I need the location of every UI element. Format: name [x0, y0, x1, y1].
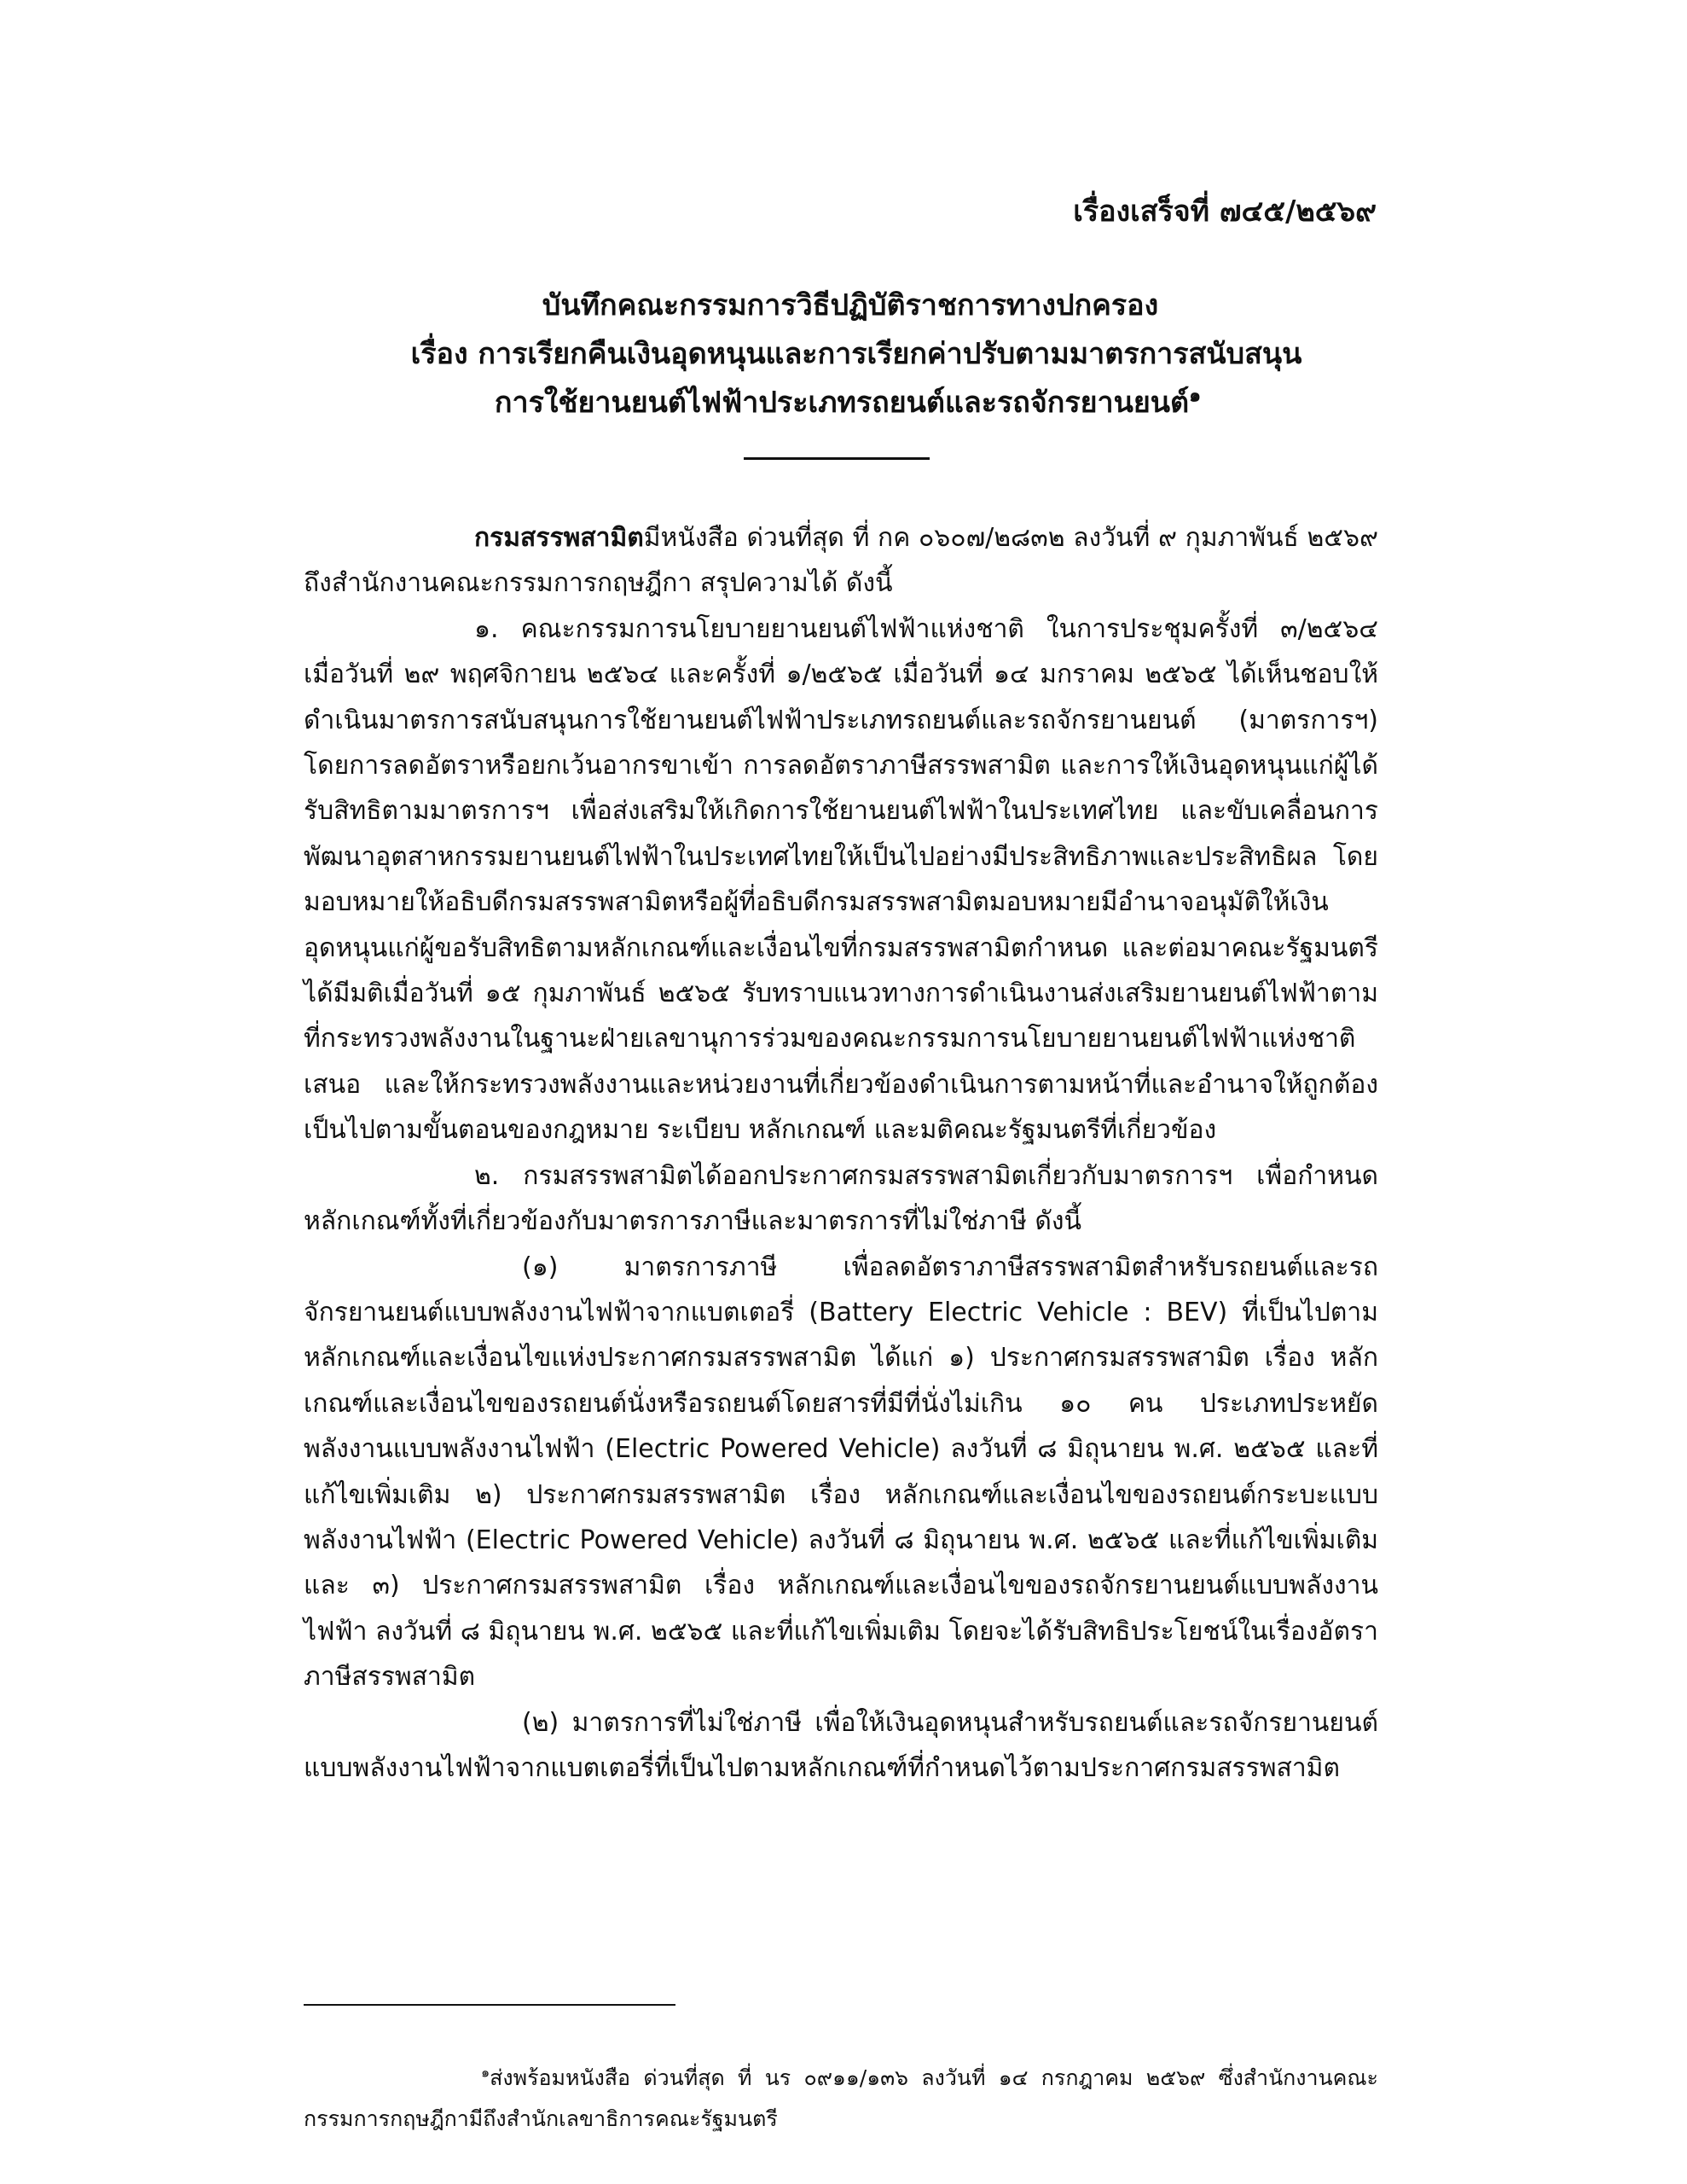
footnote-mark: ๑: [481, 2064, 490, 2081]
title-line-2: เรื่อง การเรียกคืนเงินอุดหนุนและการเรียกค่าปรับตามมาตรการสนับสนุน: [410, 337, 1302, 371]
title-footnote-ref[interactable]: ๑: [1189, 385, 1202, 407]
paragraph-2-2: (๒) มาตรการที่ไม่ใช่ภาษี เพื่อให้เงินอุดหนุนสำหรับรถยนต์และรถจักรยานยนต์แบบพลังงานไฟฟ้าจากแบตเตอรี่ที่เป็นไปตามหลักเกณฑ์ที่กำหนดไว้ตามประกาศกรมสรรพสามิต: [304, 1707, 1378, 1783]
footnote-paragraph: [304, 2058, 1378, 2140]
footnote-text: ส่งพร้อมหนังสือ ด่วนที่สุด ที่ นร ๐๙๑๑/๑๓๖ ลงวันที่ ๑๔ กรกฎาคม ๒๕๖๙ ซึ่งสำนักงานคณะกรรมการกฤษฎีกามีถึงสำนักเลขาธิการคณะรัฐมนตรี: [304, 2065, 1378, 2131]
paragraph-1: ๑. คณะกรรมการนโยบายยานยนต์ไฟฟ้าแห่งชาติ ในการประชุมครั้งที่ ๓/๒๕๖๔ เมื่อวันที่ ๒๙ พฤศจิกายน ๒๕๖๔ และครั้งที่ ๑/๒๕๖๕ เมื่อวันที่ ๑๔ มกราคม ๒๕๖๕ ได้เห็นชอบให้ดำเนินมาตรการสนับสนุนการใช้ยานยนต์ไฟฟ้าประเภทรถยนต์และรถจักรยานยนต์ (มาตรการฯ) โดยการลดอัตราหรือยกเว้นอากรขาเข้า การลดอัตราภาษีสรรพสามิต และการให้เงินอุดหนุนแก่ผู้ได้รับสิทธิตามมาตรการฯ เพื่อส่งเสริมให้เกิดการใช้ยานยนต์ไฟฟ้าในประเทศไทย และขับเคลื่อนการพัฒนาอุตสาหกรรมยานยนต์ไฟฟ้าในประเทศไทยให้เป็นไปอย่างมีประสิทธิภาพและประสิทธิผล โดยมอบหมายให้อธิบดีกรมสรรพสามิตหรือผู้ที่อธิบดีกรมสรรพสามิตมอบหมายมีอำนาจอนุมัติให้เงินอุดหนุนแก่ผู้ขอรับสิทธิตามหลักเกณฑ์และเงื่อนไขที่กรมสรรพสามิตกำหนด และต่อมาคณะรัฐมนตรีได้มีมติเมื่อวันที่ ๑๕ กุมภาพันธ์ ๒๕๖๕ รับทราบแนวทางการดำเนินงานส่งเสริมยานยนต์ไฟฟ้าตามที่กระทรวงพลังงานในฐานะฝ่ายเลขานุการร่วมของคณะกรรมการนโยบายยานยนต์ไฟฟ้าแห่งชาติเสนอ และให้กระทรวงพลังงานและหน่วยงานที่เกี่ยวข้องดำเนินการตามหน้าที่และอำนาจให้ถูกต้อง เป็นไปตามขั้นตอนของกฎหมาย ระเบียบ หลักเกณฑ์ และมติคณะรัฐมนตรีที่เกี่ยวข้อง: [304, 613, 1378, 1146]
title-line-3-text: การใช้ยานยนต์ไฟฟ้าประเภทรถยนต์และรถจักรยานยนต์: [494, 386, 1190, 420]
footnote-divider: [304, 2004, 675, 2006]
intro-text: มีหนังสือ ด่วนที่สุด ที่ กค ๐๖๐๗/๒๘๓๒ ลงวันที่ ๙ กุมภาพันธ์ ๒๕๖๙ ถึงสำนักงานคณะกรรมการกฤษฎีกา สรุปความได้ ดังนี้: [304, 523, 1378, 599]
paragraph-2: ๒. กรมสรรพสามิตได้ออกประกาศกรมสรรพสามิตเกี่ยวกับมาตรการฯ เพื่อกำหนดหลักเกณฑ์ทั้งที่เกี่ยวข้องกับมาตรการภาษีและมาตรการที่ไม่ใช่ภาษี ดังนี้: [304, 1160, 1378, 1237]
intro-lead: กรมสรรพสามิต: [474, 523, 644, 553]
footnote: [304, 2058, 1378, 2140]
memo-body: [304, 515, 1378, 1791]
paragraph-2-1: (๑) มาตรการภาษี เพื่อลดอัตราภาษีสรรพสามิตสำหรับรถยนต์และรถจักรยานยนต์แบบพลังงานไฟฟ้าจากแบตเตอรี่ (Battery Electric Vehicle : BEV) ที่เป็นไปตามหลักเกณฑ์และเงื่อนไขแห่งประกาศกรมสรรพสามิต ได้แก่ ๑) ประกาศกรมสรรพสามิต เรื่อง หลักเกณฑ์และเงื่อนไขของรถยนต์นั่งหรือรถยนต์โดยสารที่มีที่นั่งไม่เกิน ๑๐ คน ประเภทประหยัดพลังงานแบบพลังงานไฟฟ้า (Electric Powered Vehicle) ลงวันที่ ๘ มิถุนายน พ.ศ. ๒๕๖๕ และที่แก้ไขเพิ่มเติม ๒) ประกาศกรมสรรพสามิต เรื่อง หลักเกณฑ์และเงื่อนไขของรถยนต์กระบะแบบพลังงานไฟฟ้า (Electric Powered Vehicle) ลงวันที่ ๘ มิถุนายน พ.ศ. ๒๕๖๕ และที่แก้ไขเพิ่มเติม และ ๓) ประกาศกรมสรรพสามิต เรื่อง หลักเกณฑ์และเงื่อนไขของรถจักรยานยนต์แบบพลังงานไฟฟ้า ลงวันที่ ๘ มิถุนายน พ.ศ. ๒๕๖๕ และที่แก้ไขเพิ่มเติม โดยจะได้รับสิทธิประโยชน์ในเรื่องอัตราภาษีสรรพสามิต: [304, 1252, 1378, 1693]
memo-title: [0, 282, 1687, 427]
case-number: เรื่องเสร็จที่ ๗๔๕/๒๕๖๙: [1073, 195, 1377, 229]
title-line-1: บันทึกคณะกรรมการวิธีปฏิบัติราชการทางปกครอง: [542, 288, 1159, 322]
title-divider: [744, 457, 930, 460]
intro-paragraph: [304, 515, 1378, 607]
title-line-3: [0, 379, 1687, 427]
